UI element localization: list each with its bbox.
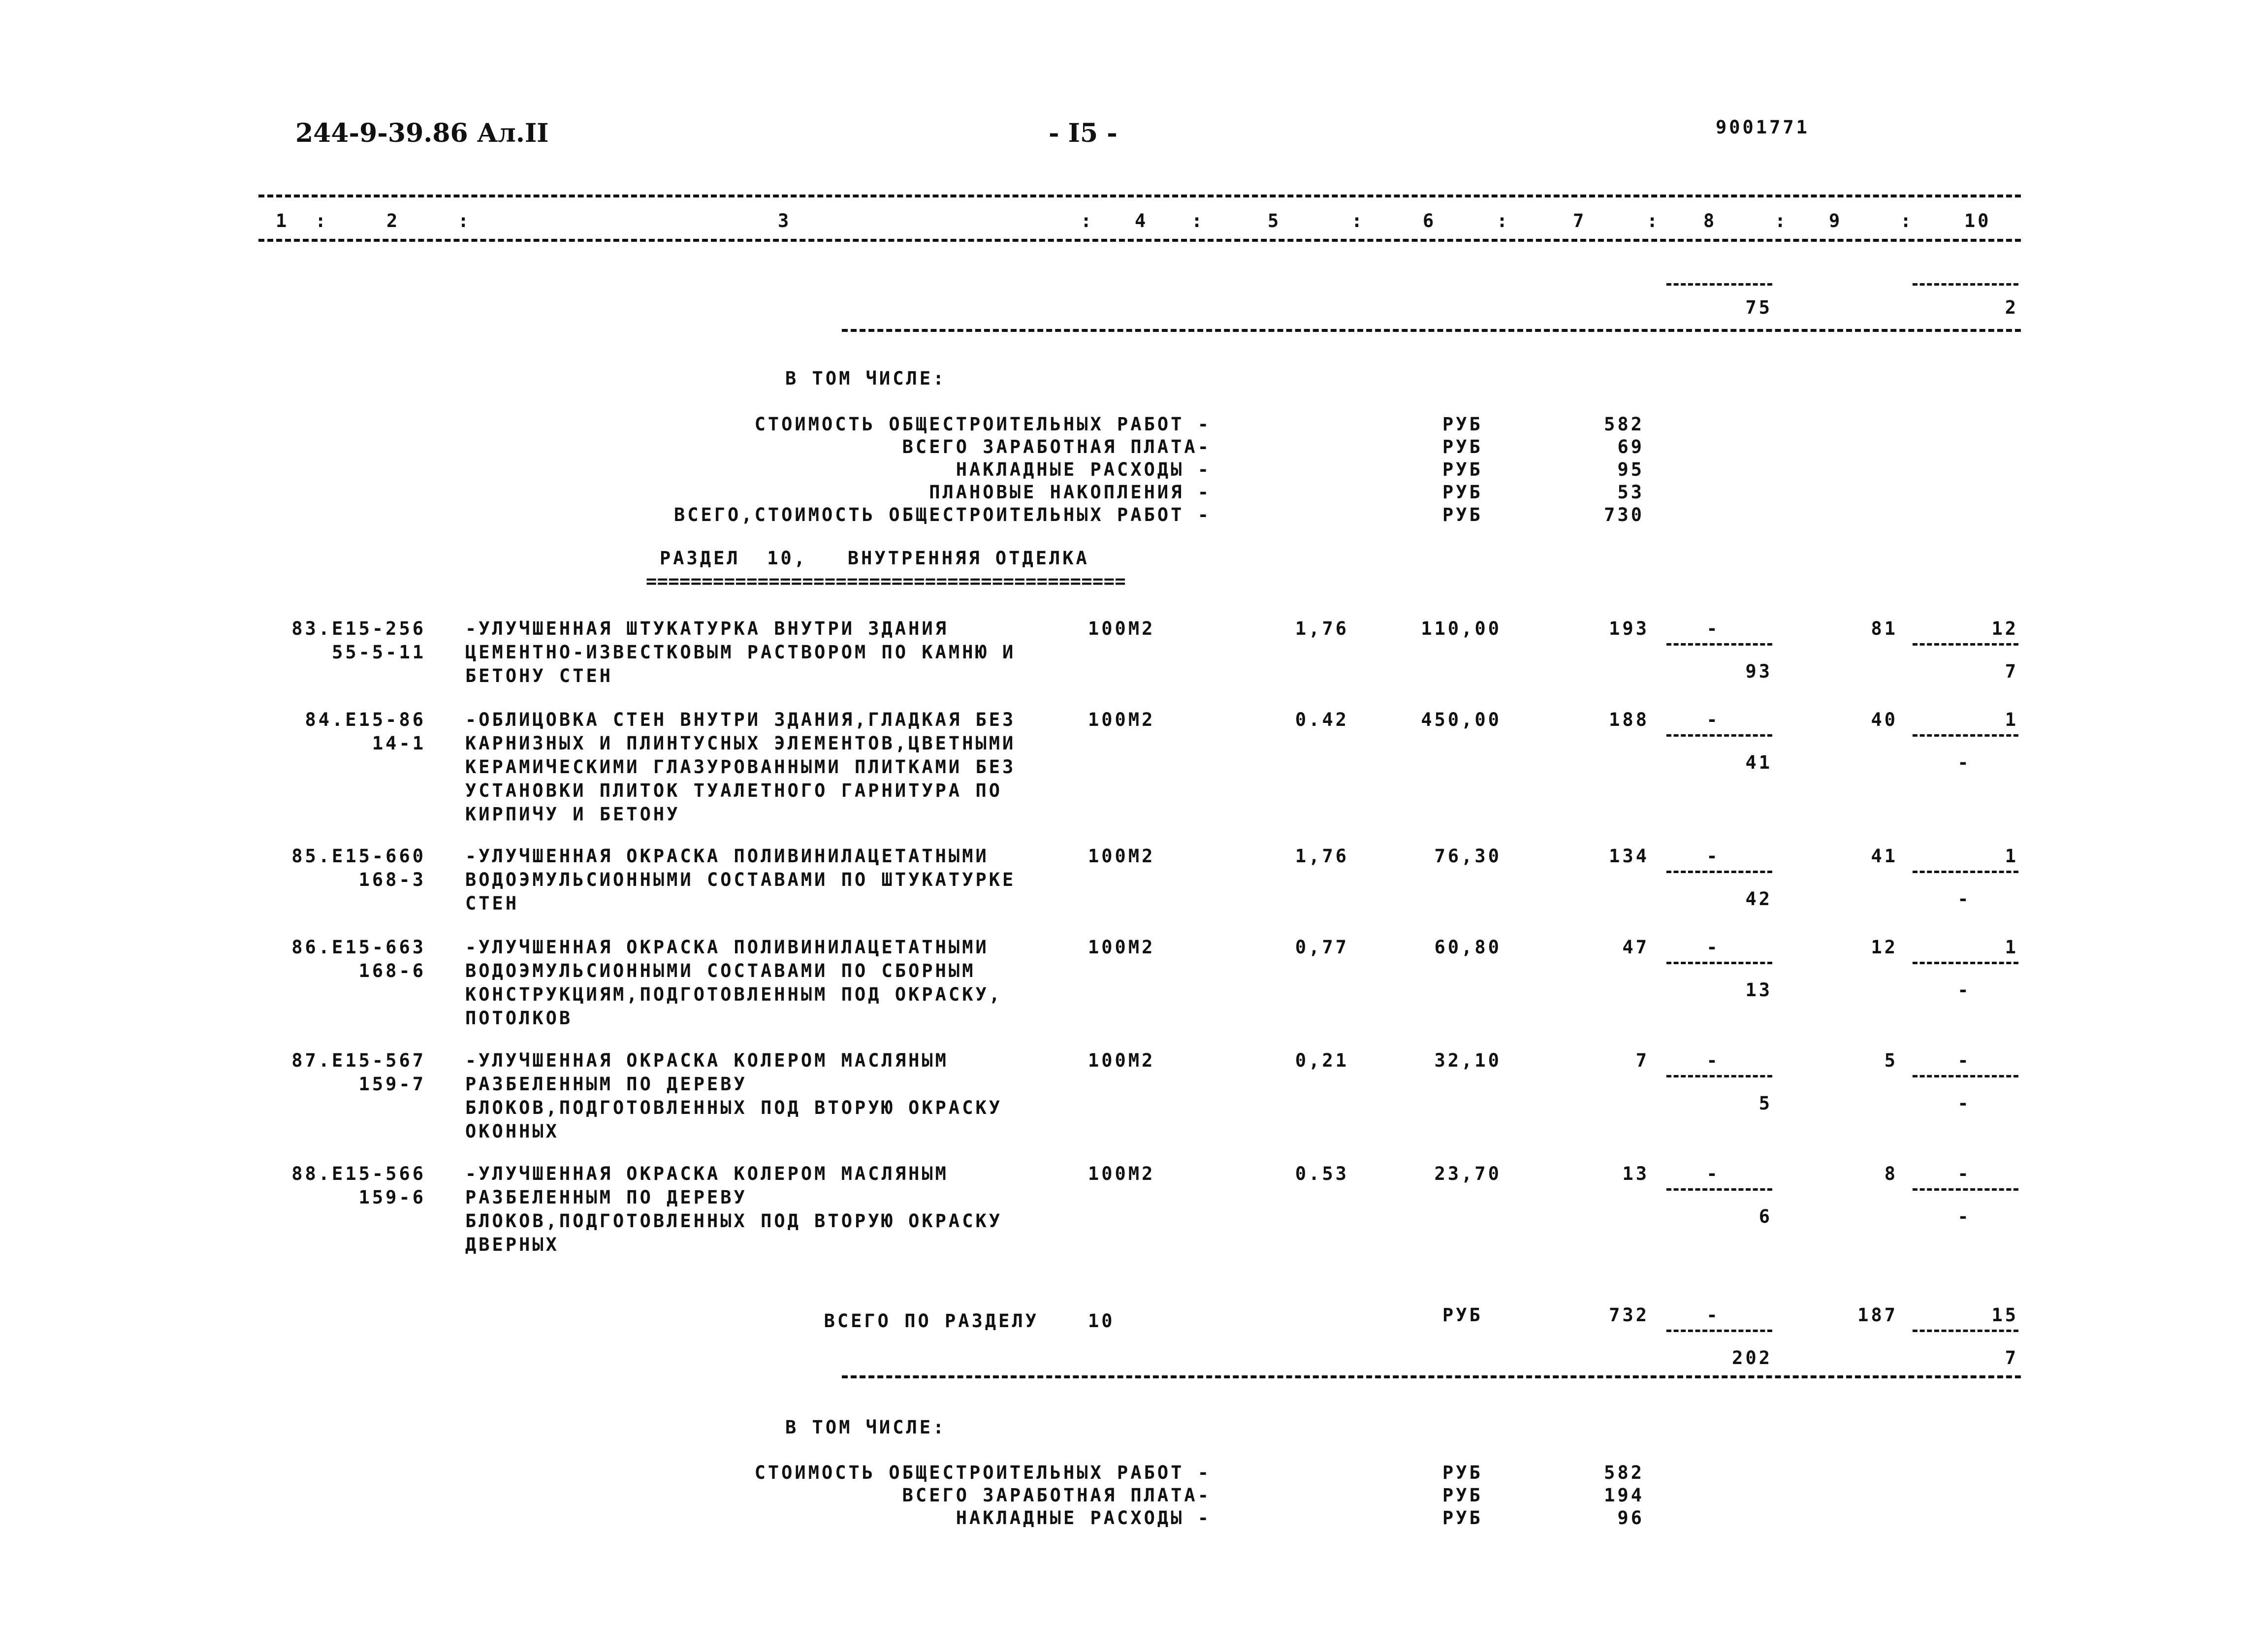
item-code: 85.Е15-660	[291, 846, 426, 867]
item-quantity: 0,77	[1295, 937, 1349, 958]
item-c8-bottom: 93	[1745, 661, 1772, 682]
item-c8-top: -	[1706, 618, 1720, 639]
item-norm-ref: 168-6	[358, 960, 426, 981]
item-total: 47	[1622, 937, 1649, 958]
item-norm-ref: 55-5-11	[332, 642, 426, 663]
summary-label: ПЛАНОВЫЕ НАКОПЛЕНИЯ -	[929, 482, 1211, 503]
item-description-line: РАЗБЕЛЕННЫМ ПО ДЕРЕВУ	[465, 1074, 747, 1095]
item-c8-top: -	[1706, 846, 1720, 867]
section-title: РАЗДЕЛ 10, ВНУТРЕННЯЯ ОТДЕЛКА	[660, 548, 1089, 569]
item-unit: 100М2	[1088, 618, 1155, 639]
column-separator: :	[1351, 210, 1365, 231]
column-separator: :	[1647, 210, 1661, 231]
item-unit-price: 23,70	[1434, 1163, 1501, 1184]
carry-fraction-line-c10	[1913, 283, 2018, 286]
item-description-line: ВОДОЭМУЛЬСИОННЫМИ СОСТАВАМИ ПО ШТУКАТУРКЕ	[465, 869, 1016, 890]
item-c8-top: -	[1706, 937, 1720, 958]
summary-value: 95	[1617, 459, 1644, 480]
column-number-10: 10	[1964, 210, 1991, 231]
column-separator: :	[1191, 210, 1205, 231]
item-code: 88.Е15-566	[291, 1163, 426, 1184]
item-unit-price: 450,00	[1421, 709, 1501, 730]
column-number-3: 3	[778, 210, 792, 231]
item-c8-top: -	[1706, 1163, 1720, 1184]
summary-value: 582	[1604, 1462, 1644, 1483]
archive-stamp: 9001771	[1716, 117, 1810, 138]
summary-unit: РУБ	[1442, 436, 1483, 457]
carry-fraction-line-c8	[1666, 283, 1772, 286]
item-quantity: 0.53	[1295, 1163, 1349, 1184]
summary-unit: РУБ	[1442, 414, 1483, 435]
item-description-line: -УЛУЧШЕННАЯ ОКРАСКА ПОЛИВИНИЛАЦЕТАТНЫМИ	[465, 937, 989, 958]
summary-unit: РУБ	[1442, 482, 1483, 503]
item-c10-bottom: 7	[2005, 661, 2018, 682]
section-total-rule	[842, 1375, 2021, 1378]
item-code: 86.Е15-663	[291, 937, 426, 958]
page-number: - I5 -	[1049, 118, 1118, 148]
summary-unit: РУБ	[1442, 504, 1483, 525]
item-c9: 41	[1871, 846, 1898, 867]
summary-label: ВСЕГО ЗАРАБОТНАЯ ПЛАТА-	[902, 436, 1211, 457]
item-unit: 100М2	[1088, 846, 1155, 867]
section-total-c10-top: 15	[1991, 1304, 2018, 1326]
column-separator: :	[458, 210, 472, 231]
summary-unit: РУБ	[1442, 459, 1483, 480]
item-c10-bottom: -	[1957, 752, 1971, 773]
item-unit: 100М2	[1088, 937, 1155, 958]
item-description-line: БЕТОНУ СТЕН	[465, 665, 613, 686]
subtotal-rule	[842, 329, 2021, 332]
column-number-9: 9	[1829, 210, 1843, 231]
section-total-c8-top: -	[1706, 1304, 1720, 1326]
item-c8-fraction-line	[1666, 871, 1772, 873]
item-c10-top: 12	[1991, 618, 2018, 639]
item-unit-price: 110,00	[1421, 618, 1501, 639]
item-quantity: 1,76	[1295, 618, 1349, 639]
section-total-value: 732	[1609, 1304, 1649, 1326]
column-number-8: 8	[1703, 210, 1717, 231]
item-code: 84.Е15-86	[305, 709, 426, 730]
item-c8-top: -	[1706, 709, 1720, 730]
item-c10-fraction-line	[1913, 1188, 2018, 1191]
summary-label: СТОИМОСТЬ ОБЩЕСТРОИТЕЛЬНЫХ РАБОТ -	[754, 1462, 1211, 1483]
item-unit: 100М2	[1088, 709, 1155, 730]
summary-value: 582	[1604, 414, 1644, 435]
item-c8-bottom: 6	[1758, 1206, 1772, 1227]
item-c8-bottom: 42	[1745, 888, 1772, 910]
item-quantity: 0.42	[1295, 709, 1349, 730]
item-code: 83.Е15-256	[291, 618, 426, 639]
item-description-line: ПОТОЛКОВ	[465, 1008, 573, 1029]
item-c10-fraction-line	[1913, 871, 2018, 873]
carry-c8-value: 75	[1745, 297, 1772, 318]
header-bottom-rule	[258, 239, 2021, 242]
section-total-label: ВСЕГО ПО РАЗДЕЛУ	[824, 1310, 1039, 1332]
item-description-line: -УЛУЧШЕННАЯ ШТУКАТУРКА ВНУТРИ ЗДАНИЯ	[465, 618, 949, 639]
item-quantity: 1,76	[1295, 846, 1349, 867]
including-header-2: В ТОМ ЧИСЛЕ:	[785, 1417, 947, 1438]
carry-c10-value: 2	[2005, 297, 2018, 318]
column-separator: :	[315, 210, 329, 231]
column-number-6: 6	[1423, 210, 1437, 231]
item-description-line: -ОБЛИЦОВКА СТЕН ВНУТРИ ЗДАНИЯ,ГЛАДКАЯ БЕЗ	[465, 709, 1016, 730]
item-c10-fraction-line	[1913, 962, 2018, 964]
summary-unit: РУБ	[1442, 1485, 1483, 1506]
item-c10-fraction-line	[1913, 643, 2018, 646]
item-unit: 100М2	[1088, 1050, 1155, 1071]
section-title-underline: ===========================================	[646, 571, 1126, 592]
item-description-line: КЕРАМИЧЕСКИМИ ГЛАЗУРОВАННЫМИ ПЛИТКАМИ БЕЗ	[465, 756, 1016, 778]
item-c8-bottom: 13	[1745, 979, 1772, 1001]
item-c10-top: 1	[2005, 709, 2018, 730]
item-description-line: РАЗБЕЛЕННЫМ ПО ДЕРЕВУ	[465, 1187, 747, 1208]
item-description-line: СТЕН	[465, 893, 519, 914]
item-c8-fraction-line	[1666, 643, 1772, 646]
section-total-number: 10	[1088, 1310, 1115, 1332]
item-norm-ref: 14-1	[372, 733, 426, 754]
item-unit: 100М2	[1088, 1163, 1155, 1184]
summary-label: СТОИМОСТЬ ОБЩЕСТРОИТЕЛЬНЫХ РАБОТ -	[754, 414, 1211, 435]
item-c10-top: 1	[2005, 937, 2018, 958]
item-description-line: УСТАНОВКИ ПЛИТОК ТУАЛЕТНОГО ГАРНИТУРА ПО	[465, 780, 1003, 801]
column-number-4: 4	[1135, 210, 1149, 231]
column-number-5: 5	[1268, 210, 1281, 231]
item-c8-fraction-line	[1666, 734, 1772, 737]
item-c8-fraction-line	[1666, 962, 1772, 964]
item-c8-bottom: 5	[1758, 1093, 1772, 1114]
item-unit-price: 60,80	[1434, 937, 1501, 958]
item-description-line: КИРПИЧУ И БЕТОНУ	[465, 804, 680, 825]
summary-label: НАКЛАДНЫЕ РАСХОДЫ -	[956, 1507, 1211, 1529]
summary-value: 53	[1617, 482, 1644, 503]
item-description-line: ДВЕРНЫХ	[465, 1234, 559, 1255]
item-c10-top: -	[1957, 1050, 1971, 1071]
item-total: 193	[1609, 618, 1649, 639]
item-c10-bottom: -	[1957, 979, 1971, 1001]
summary-label: ВСЕГО,СТОИМОСТЬ ОБЩЕСТРОИТЕЛЬНЫХ РАБОТ -	[673, 504, 1211, 525]
summary-label: ВСЕГО ЗАРАБОТНАЯ ПЛАТА-	[902, 1485, 1211, 1506]
summary-unit: РУБ	[1442, 1462, 1483, 1483]
item-description-line: БЛОКОВ,ПОДГОТОВЛЕННЫХ ПОД ВТОРУЮ ОКРАСКУ	[465, 1097, 1003, 1118]
item-total: 13	[1622, 1163, 1649, 1184]
item-norm-ref: 159-7	[358, 1074, 426, 1095]
item-description-line: БЛОКОВ,ПОДГОТОВЛЕННЫХ ПОД ВТОРУЮ ОКРАСКУ	[465, 1210, 1003, 1232]
item-c9: 8	[1884, 1163, 1898, 1184]
section-total-c9: 187	[1857, 1304, 1898, 1326]
item-total: 188	[1609, 709, 1649, 730]
item-c9: 12	[1871, 937, 1898, 958]
item-c8-top: -	[1706, 1050, 1720, 1071]
document-code: 244-9-39.86 Ал.II	[295, 118, 549, 148]
item-description-line: КОНСТРУКЦИЯМ,ПОДГОТОВЛЕННЫМ ПОД ОКРАСКУ,	[465, 984, 1003, 1005]
item-c10-fraction-line	[1913, 1075, 2018, 1077]
item-unit-price: 32,10	[1434, 1050, 1501, 1071]
column-number-1: 1	[276, 210, 289, 231]
column-separator: :	[1497, 210, 1510, 231]
including-header: В ТОМ ЧИСЛЕ:	[785, 368, 947, 389]
item-description-line: -УЛУЧШЕННАЯ ОКРАСКА КОЛЕРОМ МАСЛЯНЫМ	[465, 1163, 949, 1184]
section-total-c10-line	[1913, 1330, 2018, 1332]
section-total-c10-bottom: 7	[2005, 1347, 2018, 1368]
column-separator: :	[1900, 210, 1914, 231]
item-description-line: -УЛУЧШЕННАЯ ОКРАСКА ПОЛИВИНИЛАЦЕТАТНЫМИ	[465, 846, 989, 867]
summary-value: 69	[1617, 436, 1644, 457]
header-top-rule	[258, 195, 2021, 197]
summary-value: 194	[1604, 1485, 1644, 1506]
column-separator: :	[1081, 210, 1094, 231]
item-c8-fraction-line	[1666, 1188, 1772, 1191]
item-description-line: ЦЕМЕНТНО-ИЗВЕСТКОВЫМ РАСТВОРОМ ПО КАМНЮ И	[465, 642, 1016, 663]
item-c10-top: 1	[2005, 846, 2018, 867]
item-c10-bottom: -	[1957, 1093, 1971, 1114]
column-number-2: 2	[386, 210, 400, 231]
column-number-7: 7	[1573, 210, 1587, 231]
item-c10-top: -	[1957, 1163, 1971, 1184]
summary-value: 730	[1604, 504, 1644, 525]
section-total-c8-bottom: 202	[1732, 1347, 1772, 1368]
item-norm-ref: 159-6	[358, 1187, 426, 1208]
summary-label: НАКЛАДНЫЕ РАСХОДЫ -	[956, 459, 1211, 480]
item-total: 7	[1635, 1050, 1649, 1071]
item-description-line: -УЛУЧШЕННАЯ ОКРАСКА КОЛЕРОМ МАСЛЯНЫМ	[465, 1050, 949, 1071]
section-total-unit: РУБ	[1442, 1304, 1483, 1326]
item-code: 87.Е15-567	[291, 1050, 426, 1071]
item-c9: 5	[1884, 1050, 1898, 1071]
item-total: 134	[1609, 846, 1649, 867]
section-total-c8-line	[1666, 1330, 1772, 1332]
item-c9: 40	[1871, 709, 1898, 730]
item-description-line: ОКОННЫХ	[465, 1121, 559, 1142]
item-norm-ref: 168-3	[358, 869, 426, 890]
item-c8-fraction-line	[1666, 1075, 1772, 1077]
item-description-line: ВОДОЭМУЛЬСИОННЫМИ СОСТАВАМИ ПО СБОРНЫМ	[465, 960, 976, 981]
item-quantity: 0,21	[1295, 1050, 1349, 1071]
item-c10-bottom: -	[1957, 1206, 1971, 1227]
summary-value: 96	[1617, 1507, 1644, 1529]
item-unit-price: 76,30	[1434, 846, 1501, 867]
item-c8-bottom: 41	[1745, 752, 1772, 773]
item-c9: 81	[1871, 618, 1898, 639]
item-c10-bottom: -	[1957, 888, 1971, 910]
item-c10-fraction-line	[1913, 734, 2018, 737]
summary-unit: РУБ	[1442, 1507, 1483, 1529]
column-separator: :	[1775, 210, 1789, 231]
item-description-line: КАРНИЗНЫХ И ПЛИНТУСНЫХ ЭЛЕМЕНТОВ,ЦВЕТНЫМИ	[465, 733, 1016, 754]
